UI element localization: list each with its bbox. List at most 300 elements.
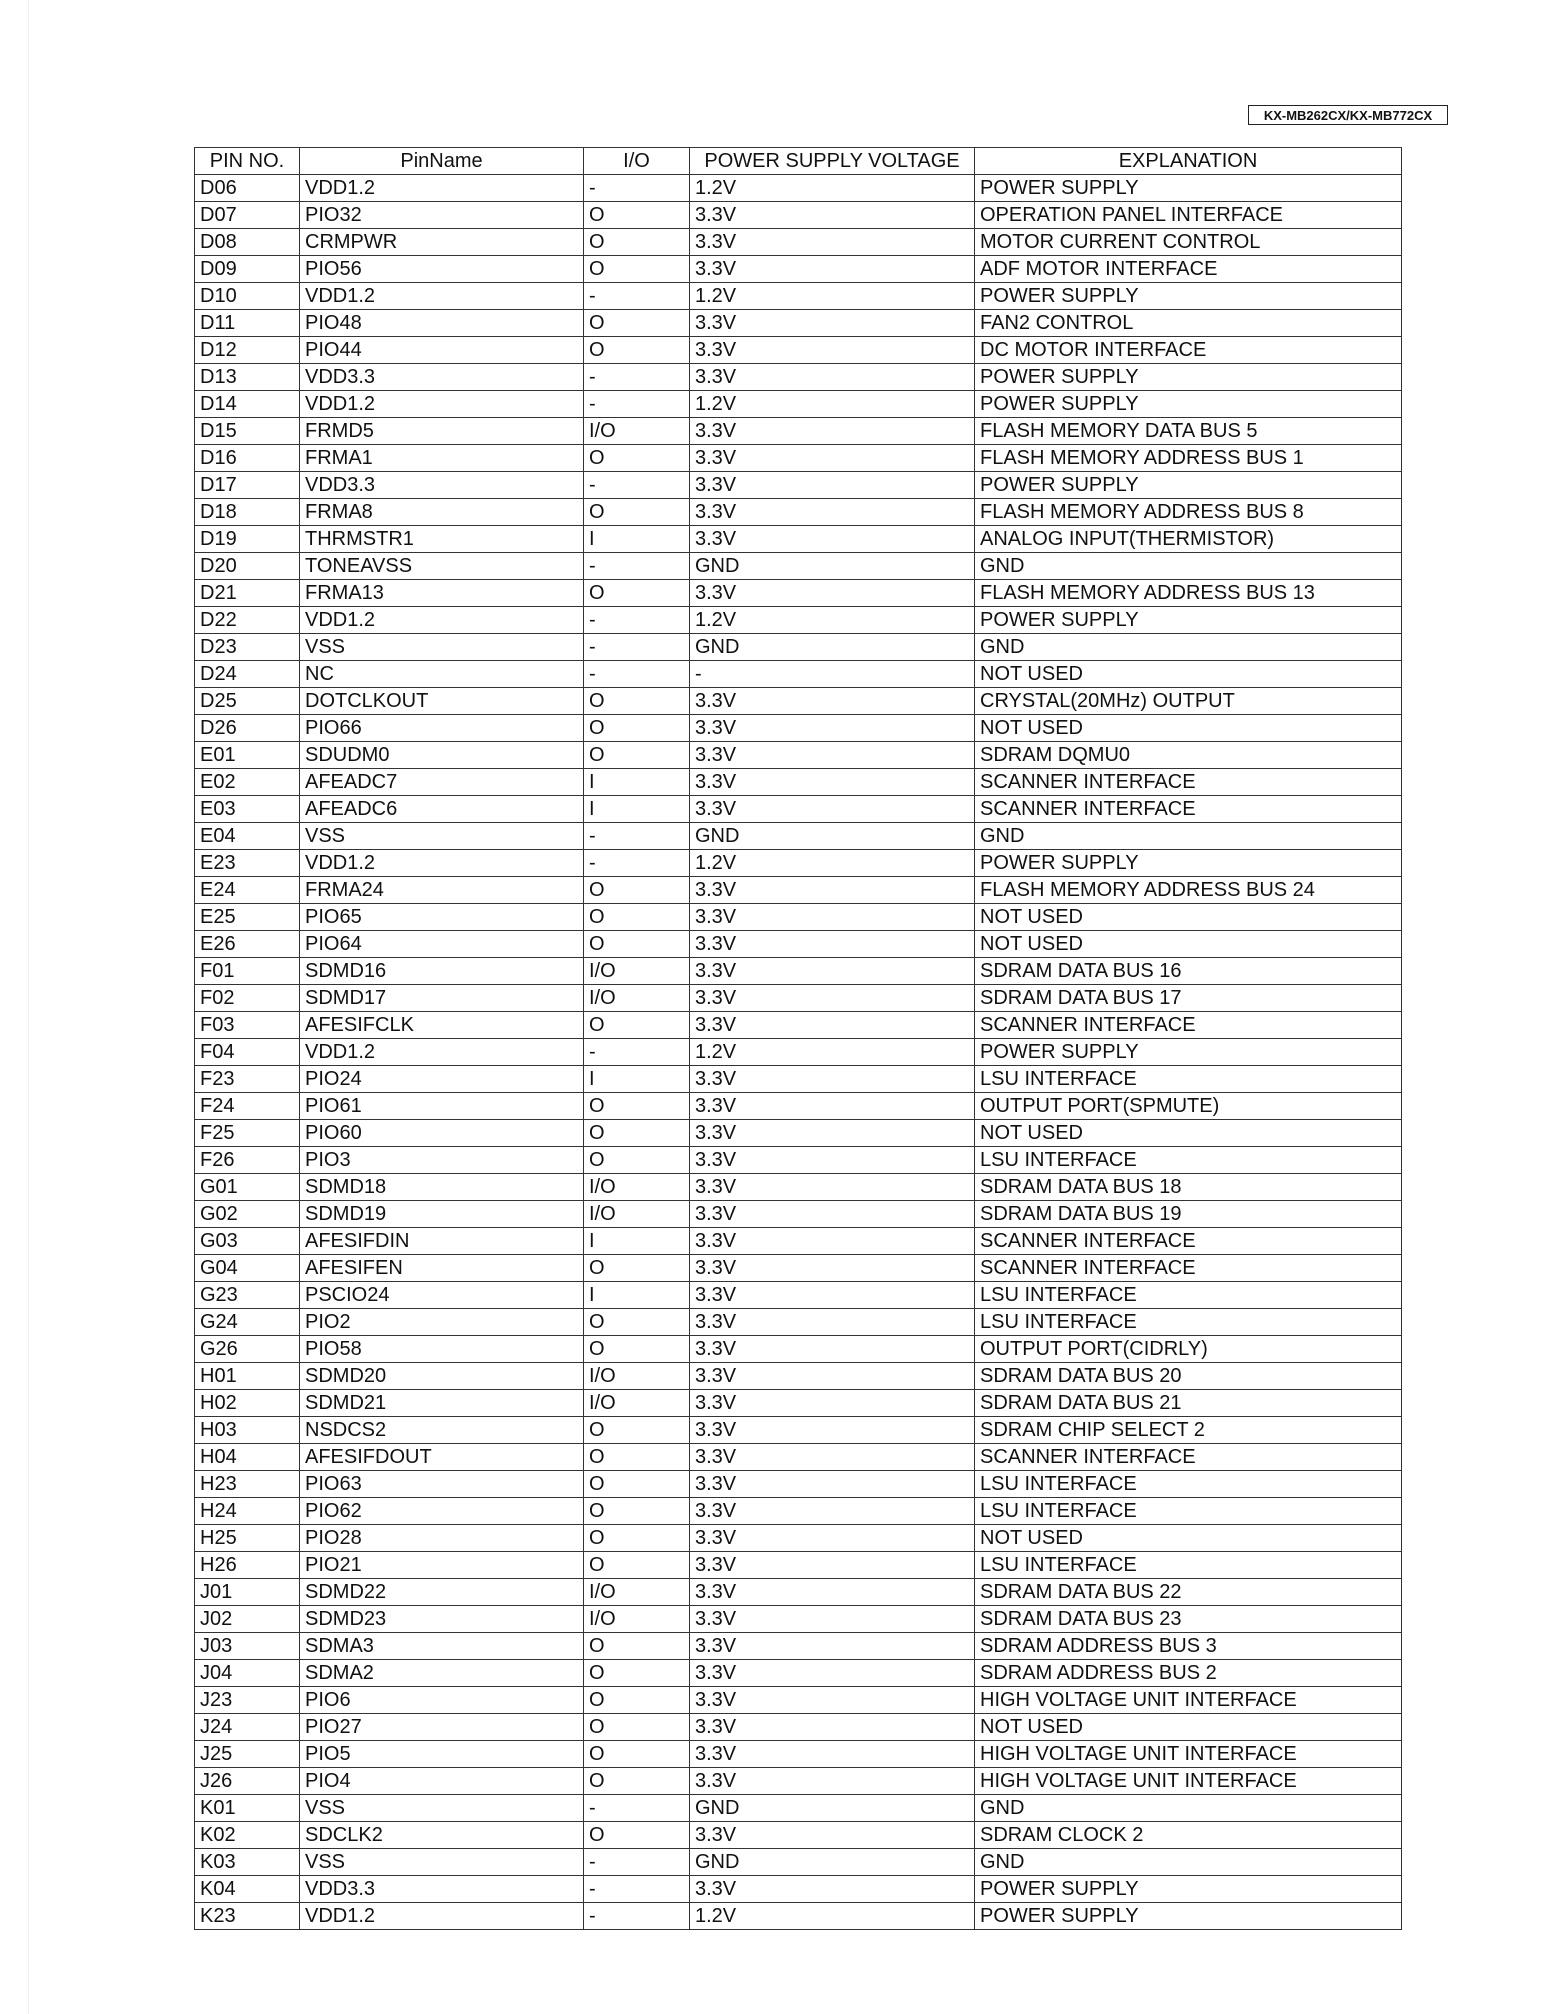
- cell-io: -: [584, 634, 690, 661]
- cell-io: -: [584, 1876, 690, 1903]
- cell-explanation: LSU INTERFACE: [975, 1066, 1402, 1093]
- cell-voltage: 3.3V: [690, 310, 975, 337]
- cell-pin-no: H23: [195, 1471, 300, 1498]
- model-number-label: KX-MB262CX/KX-MB772CX: [1248, 105, 1448, 125]
- cell-pin-no: E24: [195, 877, 300, 904]
- table-row: [195, 1120, 1402, 1147]
- table-row: [195, 1606, 1402, 1633]
- cell-pin-name: VSS: [300, 823, 584, 850]
- cell-pin-no: F26: [195, 1147, 300, 1174]
- cell-explanation: NOT USED: [975, 1120, 1402, 1147]
- table-row: [195, 1822, 1402, 1849]
- cell-pin-name: PIO62: [300, 1498, 584, 1525]
- cell-voltage: 3.3V: [690, 1768, 975, 1795]
- cell-explanation: POWER SUPPLY: [975, 175, 1402, 202]
- cell-pin-name: PIO48: [300, 310, 584, 337]
- cell-explanation: SDRAM ADDRESS BUS 3: [975, 1633, 1402, 1660]
- cell-io: I/O: [584, 1579, 690, 1606]
- table-row: [195, 1660, 1402, 1687]
- cell-io: O: [584, 229, 690, 256]
- cell-io: O: [584, 715, 690, 742]
- cell-io: -: [584, 472, 690, 499]
- cell-voltage: 1.2V: [690, 391, 975, 418]
- cell-explanation: FLASH MEMORY DATA BUS 5: [975, 418, 1402, 445]
- table-row: [195, 1174, 1402, 1201]
- cell-pin-name: FRMA1: [300, 445, 584, 472]
- cell-pin-no: E04: [195, 823, 300, 850]
- cell-voltage: 3.3V: [690, 1228, 975, 1255]
- table-row: [195, 310, 1402, 337]
- cell-explanation: SDRAM DATA BUS 21: [975, 1390, 1402, 1417]
- cell-pin-no: G26: [195, 1336, 300, 1363]
- cell-io: I: [584, 796, 690, 823]
- cell-io: I: [584, 1282, 690, 1309]
- cell-voltage: 3.3V: [690, 1687, 975, 1714]
- cell-pin-name: CRMPWR: [300, 229, 584, 256]
- cell-io: -: [584, 850, 690, 877]
- cell-pin-name: PIO63: [300, 1471, 584, 1498]
- cell-pin-name: AFESIFCLK: [300, 1012, 584, 1039]
- cell-pin-no: G24: [195, 1309, 300, 1336]
- cell-pin-name: VDD1.2: [300, 391, 584, 418]
- cell-pin-no: D20: [195, 553, 300, 580]
- cell-io: -: [584, 1849, 690, 1876]
- cell-io: O: [584, 310, 690, 337]
- cell-explanation: LSU INTERFACE: [975, 1498, 1402, 1525]
- cell-pin-no: F25: [195, 1120, 300, 1147]
- cell-voltage: 3.3V: [690, 769, 975, 796]
- cell-voltage: 3.3V: [690, 1633, 975, 1660]
- table-row: [195, 1336, 1402, 1363]
- cell-pin-no: K23: [195, 1903, 300, 1930]
- cell-pin-no: K02: [195, 1822, 300, 1849]
- cell-io: O: [584, 1255, 690, 1282]
- cell-voltage: 1.2V: [690, 175, 975, 202]
- cell-pin-no: J23: [195, 1687, 300, 1714]
- cell-io: O: [584, 1768, 690, 1795]
- table-row: [195, 1417, 1402, 1444]
- cell-explanation: GND: [975, 553, 1402, 580]
- cell-io: -: [584, 283, 690, 310]
- cell-explanation: SCANNER INTERFACE: [975, 1444, 1402, 1471]
- cell-pin-no: K01: [195, 1795, 300, 1822]
- cell-io: O: [584, 1552, 690, 1579]
- cell-pin-name: VDD1.2: [300, 850, 584, 877]
- cell-explanation: SDRAM DATA BUS 18: [975, 1174, 1402, 1201]
- cell-pin-no: D26: [195, 715, 300, 742]
- cell-explanation: FLASH MEMORY ADDRESS BUS 13: [975, 580, 1402, 607]
- cell-pin-no: F23: [195, 1066, 300, 1093]
- table-row: [195, 904, 1402, 931]
- cell-pin-no: E25: [195, 904, 300, 931]
- cell-voltage: 3.3V: [690, 526, 975, 553]
- cell-pin-no: J02: [195, 1606, 300, 1633]
- cell-pin-no: D07: [195, 202, 300, 229]
- cell-voltage: 3.3V: [690, 1201, 975, 1228]
- cell-io: -: [584, 823, 690, 850]
- cell-voltage: 3.3V: [690, 877, 975, 904]
- cell-explanation: SCANNER INTERFACE: [975, 1012, 1402, 1039]
- cell-io: I: [584, 1228, 690, 1255]
- cell-pin-no: H02: [195, 1390, 300, 1417]
- cell-io: O: [584, 1093, 690, 1120]
- cell-explanation: SDRAM DATA BUS 23: [975, 1606, 1402, 1633]
- cell-voltage: 3.3V: [690, 715, 975, 742]
- cell-explanation: MOTOR CURRENT CONTROL: [975, 229, 1402, 256]
- cell-explanation: SDRAM DATA BUS 20: [975, 1363, 1402, 1390]
- cell-pin-name: NSDCS2: [300, 1417, 584, 1444]
- table-row: [195, 283, 1402, 310]
- table-row: [195, 580, 1402, 607]
- cell-pin-no: D09: [195, 256, 300, 283]
- table-row: [195, 1768, 1402, 1795]
- table-row: [195, 715, 1402, 742]
- cell-voltage: 3.3V: [690, 1741, 975, 1768]
- cell-pin-name: SDMA3: [300, 1633, 584, 1660]
- cell-voltage: 3.3V: [690, 1579, 975, 1606]
- table-row: [195, 931, 1402, 958]
- cell-pin-name: THRMSTR1: [300, 526, 584, 553]
- cell-pin-name: VDD3.3: [300, 364, 584, 391]
- cell-io: -: [584, 364, 690, 391]
- cell-voltage: 3.3V: [690, 418, 975, 445]
- cell-pin-name: VDD1.2: [300, 283, 584, 310]
- table-row: [195, 1363, 1402, 1390]
- cell-explanation: LSU INTERFACE: [975, 1309, 1402, 1336]
- cell-pin-name: SDUDM0: [300, 742, 584, 769]
- cell-pin-name: VSS: [300, 1849, 584, 1876]
- cell-pin-no: D18: [195, 499, 300, 526]
- cell-pin-no: H24: [195, 1498, 300, 1525]
- cell-explanation: GND: [975, 634, 1402, 661]
- cell-pin-no: D24: [195, 661, 300, 688]
- cell-explanation: SDRAM DATA BUS 17: [975, 985, 1402, 1012]
- cell-pin-no: F02: [195, 985, 300, 1012]
- table-row: [195, 958, 1402, 985]
- cell-voltage: 3.3V: [690, 958, 975, 985]
- header-pin-no: PIN NO.: [195, 148, 300, 175]
- cell-explanation: SDRAM DATA BUS 22: [975, 1579, 1402, 1606]
- cell-voltage: 3.3V: [690, 1012, 975, 1039]
- cell-pin-no: K03: [195, 1849, 300, 1876]
- table-row: [195, 1795, 1402, 1822]
- cell-voltage: 3.3V: [690, 742, 975, 769]
- cell-io: I: [584, 1066, 690, 1093]
- table-row: [195, 1687, 1402, 1714]
- table-row: [195, 229, 1402, 256]
- cell-explanation: HIGH VOLTAGE UNIT INTERFACE: [975, 1741, 1402, 1768]
- cell-pin-name: PIO65: [300, 904, 584, 931]
- cell-io: I/O: [584, 1174, 690, 1201]
- cell-explanation: GND: [975, 1795, 1402, 1822]
- cell-io: O: [584, 1822, 690, 1849]
- cell-pin-no: D11: [195, 310, 300, 337]
- cell-explanation: POWER SUPPLY: [975, 391, 1402, 418]
- cell-io: O: [584, 1660, 690, 1687]
- table-row: [195, 1633, 1402, 1660]
- cell-io: -: [584, 1795, 690, 1822]
- cell-pin-name: AFEADC7: [300, 769, 584, 796]
- cell-pin-name: AFESIFEN: [300, 1255, 584, 1282]
- table-row: [195, 175, 1402, 202]
- cell-explanation: GND: [975, 1849, 1402, 1876]
- table-row: [195, 1714, 1402, 1741]
- cell-pin-no: D17: [195, 472, 300, 499]
- cell-pin-name: AFESIFDIN: [300, 1228, 584, 1255]
- cell-voltage: 3.3V: [690, 1147, 975, 1174]
- cell-io: O: [584, 1525, 690, 1552]
- cell-pin-name: VDD3.3: [300, 472, 584, 499]
- cell-explanation: POWER SUPPLY: [975, 472, 1402, 499]
- cell-pin-name: SDMD18: [300, 1174, 584, 1201]
- cell-io: O: [584, 1012, 690, 1039]
- table-row: [195, 418, 1402, 445]
- cell-explanation: SDRAM DQMU0: [975, 742, 1402, 769]
- cell-explanation: HIGH VOLTAGE UNIT INTERFACE: [975, 1687, 1402, 1714]
- cell-explanation: OPERATION PANEL INTERFACE: [975, 202, 1402, 229]
- cell-pin-no: J24: [195, 1714, 300, 1741]
- cell-explanation: NOT USED: [975, 1714, 1402, 1741]
- cell-pin-name: VDD1.2: [300, 607, 584, 634]
- cell-pin-no: H03: [195, 1417, 300, 1444]
- table-row: [195, 1444, 1402, 1471]
- cell-voltage: 3.3V: [690, 202, 975, 229]
- table-row: [195, 391, 1402, 418]
- cell-pin-name: PIO56: [300, 256, 584, 283]
- cell-voltage: 3.3V: [690, 1660, 975, 1687]
- cell-pin-name: SDMA2: [300, 1660, 584, 1687]
- cell-explanation: GND: [975, 823, 1402, 850]
- cell-pin-no: D25: [195, 688, 300, 715]
- cell-io: -: [584, 1039, 690, 1066]
- cell-explanation: SDRAM ADDRESS BUS 2: [975, 1660, 1402, 1687]
- table-row: [195, 634, 1402, 661]
- cell-voltage: GND: [690, 823, 975, 850]
- cell-voltage: 3.3V: [690, 1471, 975, 1498]
- cell-pin-no: D10: [195, 283, 300, 310]
- cell-pin-name: PIO32: [300, 202, 584, 229]
- cell-pin-name: VDD1.2: [300, 1903, 584, 1930]
- header-pin-name: PinName: [300, 148, 584, 175]
- cell-pin-name: PIO21: [300, 1552, 584, 1579]
- cell-explanation: SCANNER INTERFACE: [975, 796, 1402, 823]
- cell-pin-name: PIO4: [300, 1768, 584, 1795]
- cell-voltage: 3.3V: [690, 1120, 975, 1147]
- table-row: [195, 1039, 1402, 1066]
- cell-voltage: 3.3V: [690, 256, 975, 283]
- cell-io: I: [584, 769, 690, 796]
- cell-explanation: DC MOTOR INTERFACE: [975, 337, 1402, 364]
- cell-pin-no: E26: [195, 931, 300, 958]
- cell-explanation: SDRAM DATA BUS 19: [975, 1201, 1402, 1228]
- cell-explanation: SCANNER INTERFACE: [975, 769, 1402, 796]
- cell-io: I/O: [584, 1390, 690, 1417]
- cell-explanation: SCANNER INTERFACE: [975, 1255, 1402, 1282]
- cell-voltage: GND: [690, 1849, 975, 1876]
- table-row: [195, 607, 1402, 634]
- cell-pin-name: PIO58: [300, 1336, 584, 1363]
- cell-explanation: ANALOG INPUT(THERMISTOR): [975, 526, 1402, 553]
- table-body: [195, 175, 1402, 1930]
- cell-pin-name: PIO6: [300, 1687, 584, 1714]
- cell-io: O: [584, 877, 690, 904]
- table-row: [195, 742, 1402, 769]
- cell-voltage: 3.3V: [690, 1822, 975, 1849]
- cell-voltage: 3.3V: [690, 1714, 975, 1741]
- cell-pin-no: D15: [195, 418, 300, 445]
- cell-io: -: [584, 553, 690, 580]
- table-row: [195, 823, 1402, 850]
- cell-io: O: [584, 1120, 690, 1147]
- cell-io: O: [584, 1633, 690, 1660]
- cell-explanation: POWER SUPPLY: [975, 283, 1402, 310]
- table-row: [195, 1903, 1402, 1930]
- cell-voltage: GND: [690, 1795, 975, 1822]
- cell-pin-no: F03: [195, 1012, 300, 1039]
- cell-pin-no: D08: [195, 229, 300, 256]
- cell-explanation: POWER SUPPLY: [975, 1903, 1402, 1930]
- cell-voltage: 3.3V: [690, 1525, 975, 1552]
- cell-io: -: [584, 391, 690, 418]
- table-row: [195, 1282, 1402, 1309]
- table-row: [195, 1471, 1402, 1498]
- cell-pin-name: PIO44: [300, 337, 584, 364]
- cell-pin-no: D06: [195, 175, 300, 202]
- cell-voltage: 3.3V: [690, 1498, 975, 1525]
- table-row: [195, 1741, 1402, 1768]
- cell-explanation: SDRAM CHIP SELECT 2: [975, 1417, 1402, 1444]
- cell-explanation: CRYSTAL(20MHz) OUTPUT: [975, 688, 1402, 715]
- cell-explanation: LSU INTERFACE: [975, 1147, 1402, 1174]
- cell-io: O: [584, 499, 690, 526]
- pin-table: [194, 147, 1402, 1930]
- cell-io: O: [584, 256, 690, 283]
- cell-pin-name: PIO3: [300, 1147, 584, 1174]
- table-row: [195, 661, 1402, 688]
- cell-pin-name: FRMD5: [300, 418, 584, 445]
- cell-explanation: LSU INTERFACE: [975, 1471, 1402, 1498]
- cell-pin-no: D12: [195, 337, 300, 364]
- cell-voltage: 3.3V: [690, 499, 975, 526]
- table-row: [195, 850, 1402, 877]
- cell-voltage: GND: [690, 634, 975, 661]
- table-row: [195, 1093, 1402, 1120]
- table-row: [195, 1876, 1402, 1903]
- cell-voltage: 3.3V: [690, 1444, 975, 1471]
- cell-explanation: NOT USED: [975, 1525, 1402, 1552]
- cell-explanation: LSU INTERFACE: [975, 1282, 1402, 1309]
- cell-voltage: 3.3V: [690, 229, 975, 256]
- cell-pin-no: D23: [195, 634, 300, 661]
- cell-voltage: 1.2V: [690, 850, 975, 877]
- cell-voltage: 3.3V: [690, 904, 975, 931]
- cell-voltage: 1.2V: [690, 283, 975, 310]
- cell-pin-name: SDMD16: [300, 958, 584, 985]
- table-row: [195, 1255, 1402, 1282]
- cell-pin-no: H04: [195, 1444, 300, 1471]
- header-explanation: EXPLANATION: [975, 148, 1402, 175]
- cell-io: O: [584, 1417, 690, 1444]
- cell-pin-no: J03: [195, 1633, 300, 1660]
- cell-io: O: [584, 445, 690, 472]
- cell-explanation: NOT USED: [975, 715, 1402, 742]
- cell-io: O: [584, 580, 690, 607]
- cell-voltage: 1.2V: [690, 1039, 975, 1066]
- cell-io: I: [584, 526, 690, 553]
- cell-io: O: [584, 1471, 690, 1498]
- cell-pin-name: SDMD23: [300, 1606, 584, 1633]
- cell-pin-no: F01: [195, 958, 300, 985]
- header-io: I/O: [584, 148, 690, 175]
- cell-pin-no: G23: [195, 1282, 300, 1309]
- cell-voltage: 3.3V: [690, 1066, 975, 1093]
- cell-io: I/O: [584, 985, 690, 1012]
- cell-explanation: FLASH MEMORY ADDRESS BUS 1: [975, 445, 1402, 472]
- table-row: [195, 1012, 1402, 1039]
- cell-voltage: 3.3V: [690, 688, 975, 715]
- cell-voltage: 3.3V: [690, 1417, 975, 1444]
- cell-pin-name: VSS: [300, 1795, 584, 1822]
- cell-io: O: [584, 1498, 690, 1525]
- cell-io: I/O: [584, 1363, 690, 1390]
- cell-io: -: [584, 175, 690, 202]
- cell-pin-name: SDCLK2: [300, 1822, 584, 1849]
- cell-voltage: 3.3V: [690, 1876, 975, 1903]
- cell-io: I/O: [584, 958, 690, 985]
- cell-io: O: [584, 1444, 690, 1471]
- cell-io: -: [584, 1903, 690, 1930]
- cell-pin-no: D19: [195, 526, 300, 553]
- cell-io: O: [584, 1714, 690, 1741]
- cell-pin-name: PIO5: [300, 1741, 584, 1768]
- cell-explanation: OUTPUT PORT(CIDRLY): [975, 1336, 1402, 1363]
- cell-pin-name: FRMA8: [300, 499, 584, 526]
- cell-explanation: NOT USED: [975, 904, 1402, 931]
- table-row: [195, 364, 1402, 391]
- table-row: [195, 1201, 1402, 1228]
- table-row: [195, 1579, 1402, 1606]
- cell-pin-no: H01: [195, 1363, 300, 1390]
- cell-pin-name: PIO61: [300, 1093, 584, 1120]
- cell-pin-no: J26: [195, 1768, 300, 1795]
- cell-explanation: POWER SUPPLY: [975, 850, 1402, 877]
- cell-explanation: ADF MOTOR INTERFACE: [975, 256, 1402, 283]
- cell-pin-name: PIO2: [300, 1309, 584, 1336]
- table-row: [195, 472, 1402, 499]
- cell-pin-no: J04: [195, 1660, 300, 1687]
- cell-pin-name: SDMD17: [300, 985, 584, 1012]
- table-row: [195, 499, 1402, 526]
- cell-voltage: 3.3V: [690, 1363, 975, 1390]
- cell-pin-name: AFESIFDOUT: [300, 1444, 584, 1471]
- cell-voltage: 3.3V: [690, 1309, 975, 1336]
- cell-pin-no: J01: [195, 1579, 300, 1606]
- cell-voltage: 3.3V: [690, 796, 975, 823]
- cell-voltage: 3.3V: [690, 1174, 975, 1201]
- cell-pin-name: PIO64: [300, 931, 584, 958]
- cell-pin-no: E01: [195, 742, 300, 769]
- cell-io: O: [584, 904, 690, 931]
- table-row: [195, 1525, 1402, 1552]
- cell-pin-name: SDMD19: [300, 1201, 584, 1228]
- cell-explanation: FAN2 CONTROL: [975, 310, 1402, 337]
- cell-pin-name: VDD1.2: [300, 1039, 584, 1066]
- cell-explanation: SDRAM CLOCK 2: [975, 1822, 1402, 1849]
- cell-voltage: 3.3V: [690, 337, 975, 364]
- table-row: [195, 445, 1402, 472]
- cell-io: -: [584, 661, 690, 688]
- cell-pin-no: K04: [195, 1876, 300, 1903]
